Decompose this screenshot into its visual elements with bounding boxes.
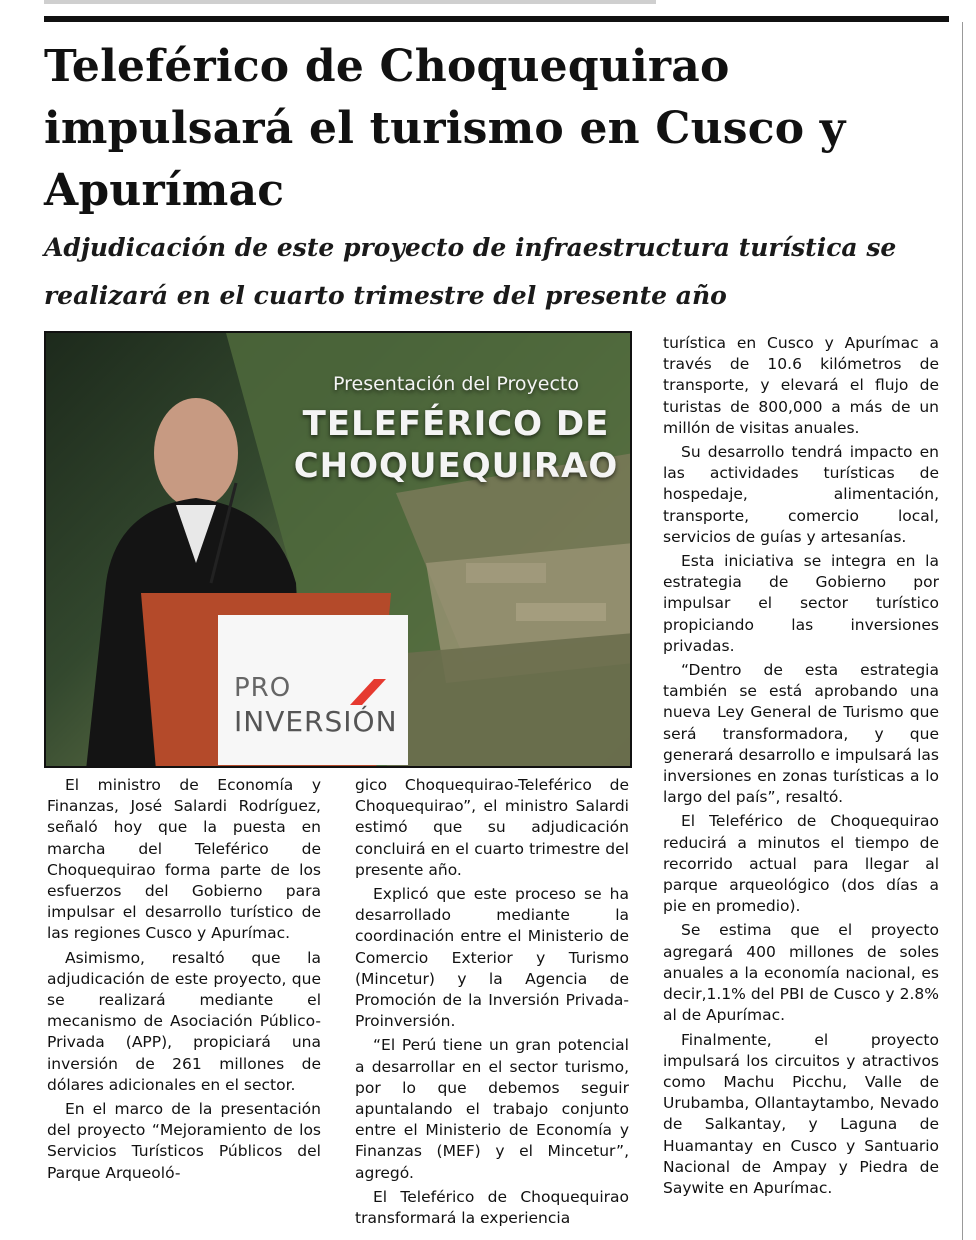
- top-rule: [44, 16, 949, 22]
- paragraph: Explicó que este proceso se ha desarrollado mediante la coordinación entre el Ministerio de Comercio Exterior y Turismo (Mincetur) y la Agencia de Promoción de la Inversión Privada-Proinversión.: [355, 885, 629, 1031]
- top-gray-strip: [44, 0, 656, 4]
- paragraph: El ministro de Economía y Finanzas, José Salardi Rodríguez, señaló hoy que la puesta en marcha del Teleférico de Choquequirao forma parte de los esfuerzos del Gobierno para impulsar el desarrollo turístico de las regiones Cusco y Apurímac.: [47, 776, 321, 943]
- proinversion-logo: [218, 615, 408, 765]
- paragraph: turística en Cusco y Apurímac a través de 10.6 kilómetros de transporte, y elevará el flujo de turistas de 800,000 a más de un millón de visitas anuales.: [663, 334, 939, 437]
- logo-slash-icon: [338, 677, 388, 707]
- paragraph: El Teleférico de Choquequirao transformará la experiencia: [355, 1187, 629, 1228]
- screen-title: TELEFÉRICO DE CHOQUEQUIRAO: [293, 404, 619, 486]
- article-photo: [44, 331, 632, 768]
- paragraph: Su desarrollo tendrá impacto en las actividades turísticas de hospedaje, alimentación, transporte, comercio local, servicios de guías y artesanías.: [663, 443, 939, 546]
- paragraph: El Teleférico de Choquequirao reducirá a minutos el tiempo de recorrido actual para llegar al parque arqueológico (dos días a pie en promedio).: [663, 812, 939, 916]
- paragraph: “Dentro de esta estrategia también se está aprobando una nueva Ley General de Turismo que será transformadora, y que generará desarrollo e impulsará las inversiones en zonas turísticas a lo largo del país”, resaltó.: [663, 661, 939, 807]
- paragraph: En el marco de la presentación del proyecto “Mejoramiento de los Servicios Turísticos Públicos del Parque Arqueoló-: [47, 1100, 321, 1182]
- article-column-3: [663, 333, 939, 1202]
- article-column-2: [355, 775, 629, 1232]
- paragraph: Finalmente, el proyecto impulsará los circuitos y atractivos como Machu Picchu, Valle de Urubamba, Ollantaytambo, Nevado de Salkantay, y Laguna de Huamantay en Cusco y Santuario Nacional de Ampay y Piedra de Saywite en Apurímac.: [663, 1030, 939, 1197]
- paragraph: Asimismo, resaltó que la adjudicación de este proyecto, que se realizará mediante el mecanismo de Asociación Público-Privada (APP), propiciará una inversión de 261 millones de dólares adicionales en el sector.: [47, 948, 321, 1094]
- logo-line-2: INVERSIÓN: [234, 705, 398, 738]
- paragraph: gico Choquequirao-Teleférico de Choquequirao”, el ministro Salardi estimó que su adjudicación concluirá en el cuarto trimestre del presente año.: [355, 776, 629, 879]
- paragraph: “El Perú tiene un gran potencial a desarrollar en el sector turismo, por lo que debemos seguir apuntalando el trabajo conjunto entre el Ministerio de Economía y Finanzas (MEF) y el Mincetur”, agregó.: [355, 1036, 629, 1182]
- subheadline: Adjudicación de este proyecto de infraestructura turística se realizará en el cuarto trimestre del presente año: [44, 233, 897, 310]
- screen-text: [286, 373, 626, 487]
- headline: Teleférico de Choquequirao impulsará el turismo en Cusco y Apurímac: [44, 41, 846, 216]
- paragraph: Se estima que el proyecto agregará 400 millones de soles anuales a la economía nacional, es decir,1.1% del PBI de Cusco y 2.8% al de Apurímac.: [663, 921, 939, 1025]
- paragraph: Esta iniciativa se integra en la estrategia de Gobierno por impulsar el sector turístico propiciando las inversiones privadas.: [663, 552, 939, 655]
- adjacent-page-edge: [962, 22, 976, 1240]
- logo-line-1: PRO: [234, 673, 292, 703]
- article-column-1: [47, 775, 321, 1187]
- screen-pretitle: Presentación del Proyecto: [332, 373, 580, 395]
